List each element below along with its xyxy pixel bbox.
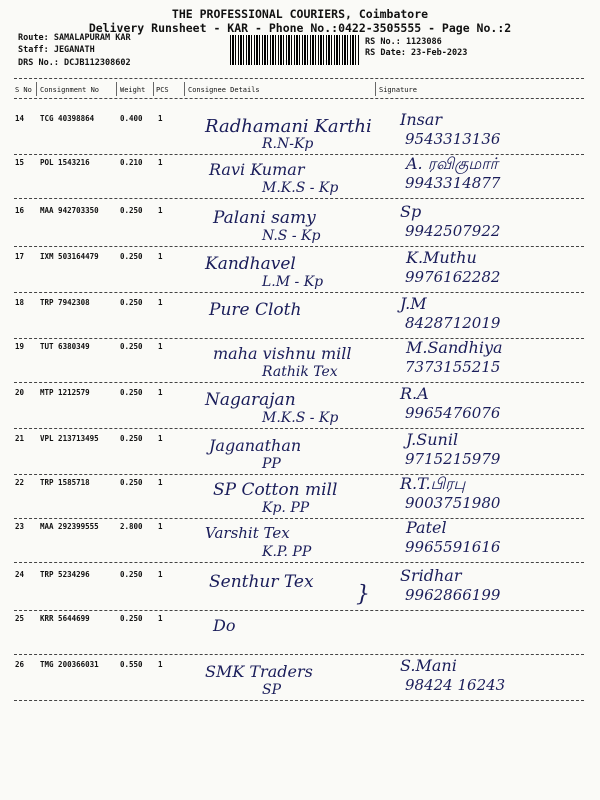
row-consignee-name: SP Cotton mill — [213, 480, 338, 500]
col-header-consignment: Consignment No — [40, 86, 100, 94]
row-sno: 19 — [15, 342, 25, 351]
row-consignment-no: TUT 6380349 — [40, 342, 90, 351]
row-consignee-area: N.S - Kp — [262, 228, 321, 244]
row-pcs: 1 — [158, 206, 163, 215]
row-divider — [14, 428, 584, 429]
row-consignee-area: SP — [262, 682, 282, 698]
row-weight: 0.250 — [120, 388, 143, 397]
row-weight: 0.250 — [120, 298, 143, 307]
runsheet-subtitle: Delivery Runsheet - KAR - Phone No.:0422-3505555 - Page No.:2 — [88, 21, 512, 35]
col-header-pcs: PCS — [156, 86, 169, 94]
row-consignee-name: Nagarajan — [205, 390, 296, 410]
row-signature-phone: 7373155215 — [405, 358, 501, 376]
col-header-consignee: Consignee Details — [188, 86, 260, 94]
row-consignment-no: MAA 942703350 — [40, 206, 99, 215]
row-signature-phone: 9965591616 — [405, 538, 501, 556]
row-pcs: 1 — [158, 660, 163, 669]
row-signature-phone: 9003751980 — [405, 494, 501, 512]
row-consignment-no: TRP 7942308 — [40, 298, 90, 307]
row-weight: 2.800 — [120, 522, 143, 531]
row-signature: R.A — [400, 384, 429, 403]
row-sno: 21 — [15, 434, 25, 443]
row-divider — [14, 518, 584, 519]
row-consignee-area: L.M - Kp — [262, 274, 324, 290]
row-signature-phone: 9715215979 — [405, 450, 501, 468]
row-sno: 16 — [15, 206, 25, 215]
row-divider — [14, 292, 584, 293]
row-consignee-area: M.K.S - Kp — [262, 180, 339, 196]
drs-number: DRS No.: DCJB112308602 — [18, 58, 131, 68]
header-divider-top — [14, 78, 584, 79]
row-weight: 0.250 — [120, 206, 143, 215]
col-header-sno: S No — [15, 86, 32, 94]
row-pcs: 1 — [158, 252, 163, 261]
row-consignee-name: Radhamani Karthi — [205, 116, 372, 137]
row-sno: 23 — [15, 522, 25, 531]
row-weight: 0.250 — [120, 614, 143, 623]
row-signature: Sridhar — [400, 566, 462, 585]
row-divider — [14, 246, 584, 247]
row-signature-phone: 98424 16243 — [405, 676, 506, 694]
row-signature-phone: 9976162282 — [405, 268, 501, 286]
row-consignee-name: maha vishnu mill — [213, 344, 352, 363]
header-divider-bottom — [14, 98, 584, 99]
row-signature-phone: 8428712019 — [405, 314, 501, 332]
row-consignment-no: VPL 213713495 — [40, 434, 99, 443]
row-consignee-name: SMK Traders — [205, 662, 313, 681]
row-consignee-area: M.K.S - Kp — [262, 410, 339, 426]
row-weight: 0.250 — [120, 252, 143, 261]
barcode — [230, 35, 360, 65]
row-pcs: 1 — [158, 388, 163, 397]
row-signature: K.Muthu — [406, 248, 477, 267]
row-divider — [14, 198, 584, 199]
row-sno: 24 — [15, 570, 25, 579]
col-divider — [116, 82, 117, 96]
row-signature: Insar — [400, 110, 443, 129]
row-sno: 22 — [15, 478, 25, 487]
row-sno: 15 — [15, 158, 25, 167]
row-consignment-no: MAA 292399555 — [40, 522, 99, 531]
row-signature: Sp — [400, 202, 422, 221]
staff-label: Staff: JEGANATH — [18, 45, 95, 55]
row-signature: S.Mani — [400, 656, 457, 675]
row-consignment-no: TRP 1585718 — [40, 478, 90, 487]
row-consignment-no: MTP 1212579 — [40, 388, 90, 397]
col-divider — [375, 82, 376, 96]
row-sno: 20 — [15, 388, 25, 397]
row-signature-phone: 9942507922 — [405, 222, 501, 240]
row-divider — [14, 610, 584, 611]
row-consignee-name: Jaganathan — [209, 436, 302, 455]
row-divider — [14, 474, 584, 475]
row-pcs: 1 — [158, 478, 163, 487]
row-signature: Patel — [406, 518, 447, 537]
row-consignment-no: TMG 200366031 — [40, 660, 99, 669]
row-pcs: 1 — [158, 298, 163, 307]
row-consignee-name: Pure Cloth — [209, 300, 302, 320]
row-consignee-area: K.P. PP — [262, 544, 312, 560]
row-weight: 0.250 — [120, 434, 143, 443]
row-consignee-name: Palani samy — [213, 208, 316, 228]
row-sno: 18 — [15, 298, 25, 307]
row-signature: J.M — [400, 294, 427, 313]
row-divider — [14, 654, 584, 655]
row-sno: 26 — [15, 660, 25, 669]
row-divider — [14, 154, 584, 155]
row-pcs: 1 — [158, 570, 163, 579]
row-sno: 17 — [15, 252, 25, 261]
row-consignee-area: Rathik Tex — [262, 364, 338, 380]
row-divider — [14, 562, 584, 563]
row-consignee-name: Kandhavel — [205, 254, 296, 274]
col-divider — [36, 82, 37, 96]
row-signature: J.Sunil — [406, 430, 459, 449]
row-weight: 0.550 — [120, 660, 143, 669]
row-consignee-name: Ravi Kumar — [209, 160, 305, 179]
col-divider — [153, 82, 154, 96]
row-consignment-no: TCG 40398864 — [40, 114, 95, 123]
row-weight: 0.250 — [120, 478, 143, 487]
row-consignment-no: KRR 5644699 — [40, 614, 90, 623]
row-pcs: 1 — [158, 614, 163, 623]
row-divider — [14, 382, 584, 383]
row-pcs: 1 — [158, 158, 163, 167]
row-signature: R.T.பிரபு — [400, 474, 466, 493]
row-signature-phone: 9943314877 — [405, 174, 501, 192]
row-signature-phone: 9965476076 — [405, 404, 501, 422]
row-pcs: 1 — [158, 434, 163, 443]
rs-date: RS Date: 23-Feb-2023 — [365, 48, 468, 58]
row-consignee-name: Varshit Tex — [205, 524, 290, 542]
row-consignee-name: Senthur Tex — [209, 572, 314, 592]
row-sno: 14 — [15, 114, 25, 123]
row-weight: 0.250 — [120, 342, 143, 351]
row-consignee-name: Do — [213, 616, 236, 635]
row-consignment-no: IXM 503164479 — [40, 252, 99, 261]
row-signature-phone: 9962866199 — [405, 586, 501, 604]
row-weight: 0.210 — [120, 158, 143, 167]
row-consignment-no: TRP 5234296 — [40, 570, 90, 579]
rs-number: RS No.: 1123086 — [365, 37, 442, 47]
row-divider — [14, 700, 584, 701]
col-header-weight: Weight — [120, 86, 146, 94]
col-header-signature: Signature — [379, 86, 417, 94]
route-label: Route: SAMALAPURAM KAR — [18, 33, 131, 43]
row-pcs: 1 — [158, 522, 163, 531]
row-weight: 0.250 — [120, 570, 143, 579]
company-title: THE PROFESSIONAL COURIERS, Coimbatore — [171, 7, 429, 21]
row-pcs: 1 — [158, 114, 163, 123]
bracket-mark: } — [356, 582, 370, 607]
row-consignee-area: PP — [262, 456, 281, 472]
row-sno: 25 — [15, 614, 25, 623]
row-consignee-area: Kp. PP — [262, 500, 310, 516]
row-signature: M.Sandhiya — [406, 338, 503, 357]
row-pcs: 1 — [158, 342, 163, 351]
col-divider — [184, 82, 185, 96]
row-signature-phone: 9543313136 — [405, 130, 501, 148]
row-consignment-no: POL 1543216 — [40, 158, 90, 167]
row-signature: A. ரவிகுமார் — [406, 154, 498, 173]
row-consignee-area: R.N-Kp — [262, 136, 314, 152]
row-weight: 0.400 — [120, 114, 143, 123]
